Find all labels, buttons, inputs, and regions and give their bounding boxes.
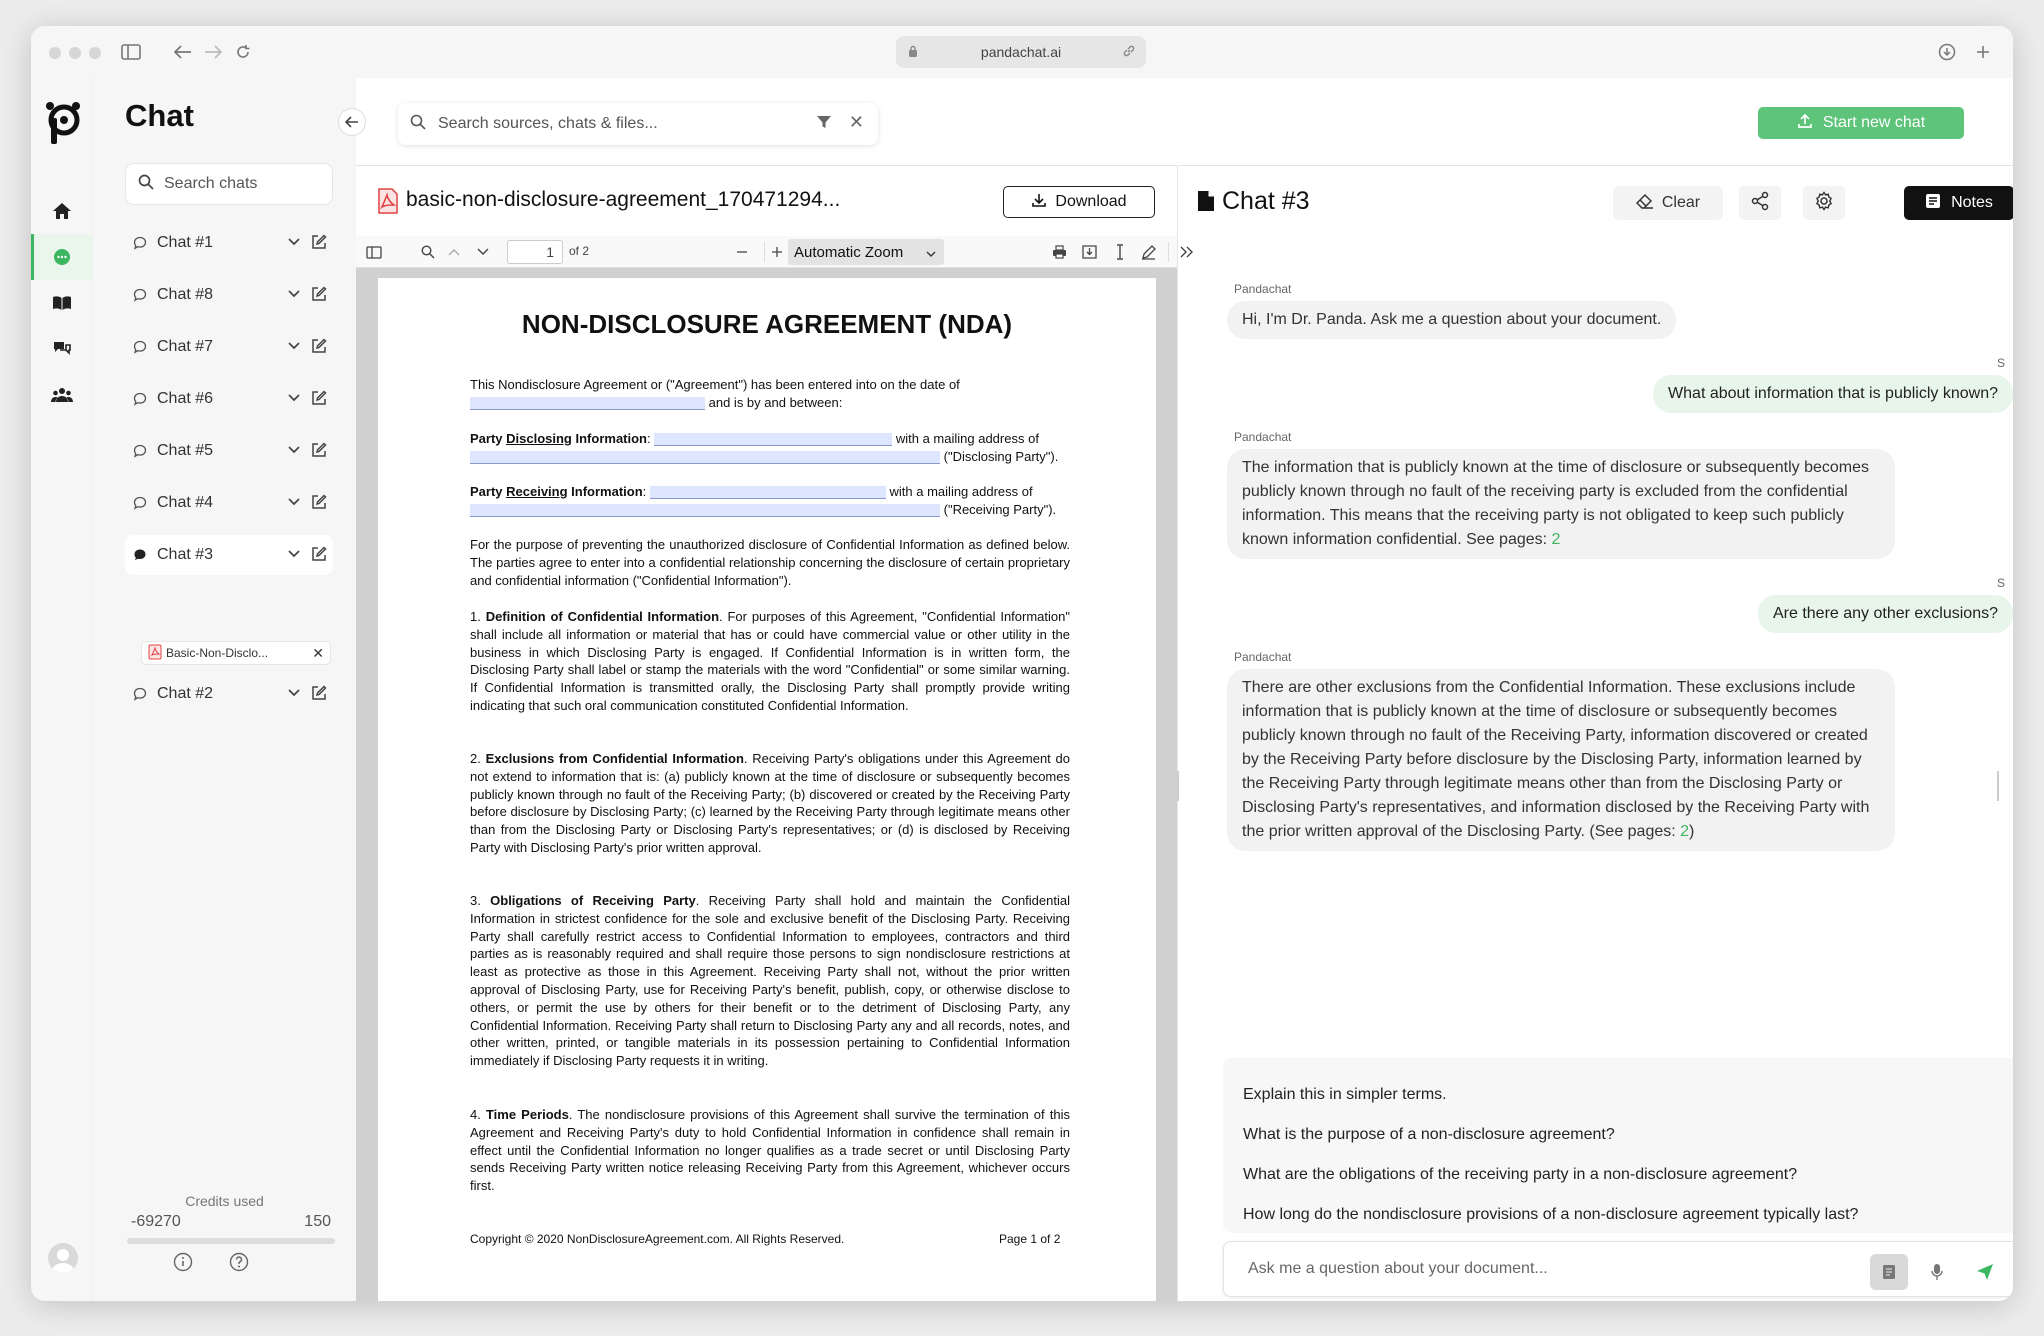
- pdf-text: Party: [470, 484, 507, 499]
- pdf-text: . Receiving Party's obligations under this Agreement do not extend to information that is: (a) publicly known at the time of disclosure or subsequently becomes publicly known through no fault of the Receiving Party; (b) discovered or created by the Receiving Party before disclosure by Disclosing Party; (c) learned by the Receiving Party through legitimate means other than from the Disclosing Party or Disclosing Party's representatives; or (d) is disclosed by Receiving Party with Disclosing Party's prior written approval.: [470, 751, 1070, 855]
- suggestion-item[interactable]: What are the obligations of the receiving party in a non-disclosure agreement?: [1243, 1166, 1798, 1183]
- pdf-title: NON-DISCLOSURE AGREEMENT (NDA): [521, 309, 1013, 339]
- chat-list-item[interactable]: [125, 327, 333, 367]
- start-new-chat-label: Start new chat: [1822, 114, 1926, 131]
- toolbar-divider: [1168, 242, 1169, 262]
- microphone-icon[interactable]: [1918, 1254, 1956, 1290]
- reload-icon[interactable]: [231, 40, 255, 64]
- pdf-intro: [470, 376, 1070, 412]
- chevron-down-icon[interactable]: [287, 442, 301, 460]
- suggestion-item[interactable]: What is the purpose of a non-disclosure agreement?: [1243, 1126, 1615, 1143]
- user-avatar[interactable]: [48, 1243, 78, 1273]
- chat-bubble-filled-icon: [133, 548, 151, 562]
- document-header: [356, 166, 1177, 236]
- user-message: Are there any other exclusions?: [1758, 595, 2013, 633]
- pane-resize-handle[interactable]: [1177, 771, 1179, 801]
- pdf-receiving-party: Party Receiving Information: with a mailing address of ("Receiving Party").: [470, 484, 1057, 517]
- sidebar-title: Chat: [125, 98, 194, 133]
- message-text: There are other exclusions from the Confidential Information. These exclusions include information that is publicly known at the time of disclosure or subsequently becomes publicly known through no fault of the Receiving Party, information discovered or created by the Receiving Party before disclosure by the Disclosing Party, information learned by the Receiving Party through legitimate means other than from the Disclosing Party or Disclosing Party's representatives, and information disclosed by the Receiving Party with the prior written approval of the Disclosing Party. (See pages:: [1242, 679, 1870, 840]
- chat-bubble-icon: [133, 496, 151, 510]
- clear-chat-button[interactable]: [1613, 186, 1723, 220]
- address-bar[interactable]: [896, 36, 1146, 68]
- chat-label: Chat #4: [157, 494, 214, 511]
- pdf-text: . The nondisclosure provisions of this Agreement shall survive the termination of this Agreement and Receiving Party's duty to hold Confidential Information in confidence shall remain in effect until the Confidential Information no longer qualifies as a trade secret or until Disclosing Party sends Receiving Party written notice releasing Receiving Party from this Agreement, whichever occurs first.: [470, 1107, 1070, 1194]
- chat-list-item[interactable]: [125, 674, 333, 714]
- edit-icon[interactable]: [311, 234, 327, 255]
- sources-search-placeholder: Search sources, chats & files...: [438, 115, 658, 132]
- pdf-text: with a mailing address of: [889, 484, 1033, 499]
- pdf-toolbar: [356, 236, 1177, 268]
- suggestion-item[interactable]: Explain this in simpler terms.: [1243, 1086, 1447, 1103]
- notes-toggle-icon[interactable]: [1870, 1254, 1908, 1290]
- draw-icon[interactable]: [1139, 242, 1157, 262]
- home-icon[interactable]: [49, 198, 75, 224]
- download-icon[interactable]: [1935, 40, 1959, 64]
- chat-label: Chat #2: [157, 685, 214, 702]
- browser-window: [31, 26, 2013, 1301]
- chat-bubble-icon: [133, 392, 151, 406]
- chat-bubble-icon: [133, 444, 151, 458]
- save-icon[interactable]: [1080, 242, 1098, 262]
- app-nav-rail: [31, 78, 93, 1301]
- pdf-text: ("Disclosing Party").: [943, 448, 1059, 464]
- document-pane: [356, 165, 1178, 1301]
- pandachat-logo[interactable]: [43, 100, 83, 146]
- zoom-select[interactable]: [788, 239, 944, 265]
- chat-nav-icon[interactable]: [49, 244, 75, 270]
- pdf-text: Party: [470, 431, 507, 446]
- chat-title: Chat #3: [1222, 187, 1310, 215]
- chat-list-item[interactable]: [125, 379, 333, 419]
- credits-limit: 150: [304, 1213, 331, 1230]
- search-icon: [138, 174, 154, 195]
- user-message: What about information that is publicly known?: [1653, 375, 2013, 413]
- credits-used: -69270: [131, 1213, 181, 1230]
- info-icon[interactable]: [171, 1250, 195, 1274]
- pdf-page: [378, 278, 1156, 1301]
- message-sender: Pandachat: [1234, 282, 1292, 296]
- notes-icon: [1925, 193, 1941, 214]
- pdf-text: Receiving: [506, 484, 568, 499]
- attached-file-chip[interactable]: [141, 641, 331, 665]
- pdf-file-icon: [377, 188, 399, 219]
- pdf-text: 1.: [470, 609, 486, 624]
- send-icon[interactable]: [1966, 1254, 2004, 1290]
- pdf-text: 2.: [470, 751, 486, 766]
- upload-icon: [1797, 113, 1813, 134]
- pdf-disclosing-party: Party Disclosing Information: with a mailing address of ("Disclosing Party").: [470, 431, 1059, 464]
- message-sender: Pandachat: [1234, 650, 1292, 664]
- chevron-down-icon[interactable]: [287, 286, 301, 304]
- discussions-icon[interactable]: [49, 336, 75, 362]
- message-sender: Pandachat: [1234, 430, 1292, 444]
- clear-label: Clear: [1661, 194, 1701, 211]
- zoom-out-icon[interactable]: [733, 242, 751, 262]
- settings-button[interactable]: [1803, 186, 1845, 220]
- lock-icon: [908, 45, 918, 61]
- edit-icon[interactable]: [311, 338, 327, 359]
- zoom-window-button[interactable]: [89, 47, 101, 59]
- edit-icon[interactable]: [311, 546, 327, 567]
- clear-search-icon[interactable]: ✕: [848, 112, 864, 132]
- chat-pane: [1179, 165, 2013, 1301]
- print-icon[interactable]: [1050, 242, 1068, 262]
- disclosing-address-field[interactable]: [470, 451, 940, 464]
- chevron-down-icon[interactable]: [287, 390, 301, 408]
- pdf-text: . Receiving Party shall hold and maintain the Confidential Information in strictest confidence for the sole and exclusive benefit of the Disclosing Party. Receiving Party shall carefully restrict access to Confidential Information to employees, contractors and third parties as is reasonably required and shall require those persons to sign nondisclosure restrictions at least as protective as those in this Agreement. Receiving Party shall not, without the prior written approval of Disclosing Party, use for Receiving Party's benefit, publish, copy, or otherwise disclose to others, or permit the use by others for their benefit or to the detriment of Disclosing Party, any Confidential Information. Receiving Party shall return to Disclosing Party any and all records, notes, and other written, printed, or tangible materials in its possession pertaining to Confidential Information immediately if Disclosing Party requests it in writing.: [470, 893, 1070, 1069]
- library-icon[interactable]: [49, 290, 75, 316]
- message-text: ): [1689, 823, 1695, 840]
- pdf-text: ("Receiving Party").: [943, 501, 1057, 517]
- filter-icon[interactable]: [816, 114, 832, 135]
- credits-progress-bar: [127, 1238, 335, 1244]
- pdf-copyright: Copyright © 2020 NonDisclosureAgreement.com. All Rights Reserved.: [470, 1232, 845, 1246]
- chat-list-item[interactable]: [125, 431, 333, 471]
- chevron-down-icon[interactable]: [287, 234, 301, 252]
- pdf-text: Information: [567, 484, 643, 499]
- pdf-text: Definition of Confidential Information: [485, 609, 720, 624]
- page-total: of 2: [569, 244, 590, 258]
- chat-label: Chat #7: [157, 338, 214, 355]
- page-reference-link[interactable]: 2: [1680, 823, 1690, 840]
- pdf-text: Obligations of Receiving Party: [490, 893, 696, 908]
- pdf-text: 3.: [470, 893, 491, 908]
- pdf-intro-line-2: and is by and between:: [708, 394, 843, 410]
- edit-icon[interactable]: [311, 494, 327, 515]
- chat-bubble-icon: [133, 687, 151, 701]
- pdf-text: . For purposes of this Agreement, "Confidential Information" shall include all information or material that has or could have commercial value or other utility in the business in which Disclosing Party is engaged. If Confidential Information is in written form, the Disclosing Party shall label or stamp the materials with the word "Confidential" or some similar warning. If Confidential Information is transmitted orally, the Disclosing Party shall promptly provide writing indicating that such oral communication constituted Confidential Information.: [470, 609, 1070, 713]
- previous-page-icon[interactable]: [444, 242, 464, 262]
- bot-message: [1227, 669, 1895, 851]
- pdf-text: Time Periods: [485, 1107, 569, 1122]
- chevron-down-icon: [926, 245, 936, 262]
- pdf-text: Disclosing: [506, 431, 572, 446]
- pdf-text: Exclusions from Confidential Information: [485, 751, 744, 766]
- share-button[interactable]: [1739, 186, 1781, 220]
- pdf-viewer: [356, 268, 1177, 1301]
- chat-header: [1179, 166, 2013, 236]
- chevron-down-icon[interactable]: [287, 546, 301, 564]
- page-number-input[interactable]: 1: [507, 240, 563, 264]
- bot-message: Hi, I'm Dr. Panda. Ask me a question about your document.: [1227, 301, 1676, 339]
- chat-input-placeholder: Ask me a question about your document...: [1248, 1260, 1548, 1277]
- edit-icon[interactable]: [311, 390, 327, 411]
- chat-label: Chat #3: [157, 546, 214, 563]
- help-icon[interactable]: [227, 1250, 251, 1274]
- notes-label: Notes: [1951, 194, 1993, 211]
- pdf-section-3: [470, 892, 1070, 1070]
- suggestions-panel: [1223, 1058, 2013, 1233]
- chat-search-input[interactable]: [125, 163, 333, 205]
- chat-bubble-icon: [133, 236, 151, 250]
- notes-button[interactable]: [1904, 186, 2013, 220]
- edit-icon[interactable]: [311, 442, 327, 463]
- receiving-address-field[interactable]: [470, 504, 940, 517]
- receiving-name-field[interactable]: [650, 486, 886, 499]
- chat-label: Chat #1: [157, 234, 214, 251]
- bot-message: [1227, 449, 1895, 559]
- back-icon[interactable]: [171, 40, 195, 64]
- chat-list-item[interactable]: [125, 483, 333, 523]
- close-window-button[interactable]: [49, 47, 61, 59]
- forward-icon[interactable]: [201, 40, 225, 64]
- pdf-icon: [148, 644, 162, 663]
- page-reference-link[interactable]: 2: [1551, 531, 1561, 548]
- pdf-text: with a mailing address of: [895, 431, 1039, 446]
- chat-label: Chat #6: [157, 390, 214, 407]
- chat-list-item[interactable]: [125, 223, 333, 263]
- pdf-section-2: [470, 750, 1070, 857]
- pdf-section-1: [470, 608, 1070, 715]
- document-icon: [1197, 190, 1215, 217]
- message-sender: S: [1997, 576, 2006, 590]
- pdf-page-footer: Page 1 of 2: [999, 1232, 1061, 1246]
- new-tab-icon[interactable]: [1971, 40, 1995, 64]
- toggle-thumbnails-icon[interactable]: [364, 242, 384, 262]
- start-new-chat-button[interactable]: [1758, 107, 1964, 139]
- share-icon: [1750, 191, 1770, 216]
- sidebar-toggle-icon[interactable]: [119, 40, 143, 64]
- chevron-down-icon[interactable]: [287, 338, 301, 356]
- document-filename: basic-non-disclosure-agreement_170471294...: [406, 188, 841, 211]
- suggestion-item[interactable]: How long do the nondisclosure provisions of a non-disclosure agreement typically last?: [1243, 1206, 1859, 1223]
- pdf-text: Information: [571, 431, 647, 446]
- date-field[interactable]: [470, 397, 705, 410]
- chat-label: Chat #8: [157, 286, 214, 303]
- chevron-down-icon[interactable]: [287, 494, 301, 512]
- pdf-section-4: [470, 1106, 1070, 1195]
- browser-titlebar: [31, 26, 2013, 78]
- pane-resize-handle[interactable]: [1997, 771, 1999, 801]
- chat-list-item-active[interactable]: [125, 535, 333, 575]
- team-icon[interactable]: [49, 382, 75, 408]
- credits-values: [131, 1213, 331, 1231]
- chevron-down-icon[interactable]: [287, 685, 301, 703]
- window-controls: [49, 47, 101, 59]
- find-icon[interactable]: [418, 242, 438, 262]
- chat-bubble-icon: [133, 288, 151, 302]
- download-label: Download: [1055, 193, 1127, 210]
- collapse-sidebar-button[interactable]: [338, 108, 366, 136]
- gear-icon: [1814, 191, 1834, 216]
- message-text: The information that is publicly known at the time of disclosure or subsequently becomes publicly known through no fault of the receiving party is excluded from the confidential information. This means that the receiving party is not obligated to keep such publicly known information confidential. See pages:: [1242, 459, 1869, 548]
- toolbar-divider: [764, 242, 765, 262]
- edit-icon[interactable]: [311, 286, 327, 307]
- chat-bubble-icon: [133, 340, 151, 354]
- disclosing-name-field[interactable]: [654, 433, 892, 446]
- zoom-value: Automatic Zoom: [794, 243, 904, 261]
- credits-label: Credits used: [185, 1193, 264, 1209]
- pdf-text: 4.: [470, 1107, 486, 1122]
- chat-input[interactable]: [1223, 1241, 2013, 1297]
- url-text: pandachat.ai: [980, 44, 1062, 60]
- sources-search-input[interactable]: [398, 103, 878, 145]
- chat-list-item[interactable]: [125, 275, 333, 315]
- link-icon[interactable]: [1122, 44, 1136, 61]
- remove-file-icon[interactable]: ✕: [312, 645, 324, 661]
- message-sender: S: [1997, 356, 2006, 370]
- eraser-icon: [1636, 193, 1654, 214]
- edit-icon[interactable]: [311, 685, 327, 706]
- search-icon: [410, 114, 426, 135]
- chat-sidebar: [93, 78, 356, 1301]
- pdf-purpose: For the purpose of preventing the unauthorized disclosure of Confidential Information as defined below. The parties agree to enter into a confidential relationship concerning the disclosure of certain proprietary and confidential information ("Confidential Information").: [470, 537, 1070, 588]
- zoom-in-icon[interactable]: [768, 242, 786, 262]
- download-icon: [1031, 192, 1047, 213]
- download-button[interactable]: [1003, 186, 1155, 218]
- minimize-window-button[interactable]: [69, 47, 81, 59]
- pdf-intro-line-1: This Nondisclosure Agreement or ("Agreement") has been entered into on the date of: [470, 377, 960, 392]
- chat-search-placeholder: Search chats: [164, 175, 258, 192]
- text-cursor-icon[interactable]: [1111, 242, 1129, 262]
- attached-file-name: Basic-Non-Disclo...: [166, 646, 269, 660]
- chat-label: Chat #5: [157, 442, 214, 459]
- next-page-icon[interactable]: [473, 242, 493, 262]
